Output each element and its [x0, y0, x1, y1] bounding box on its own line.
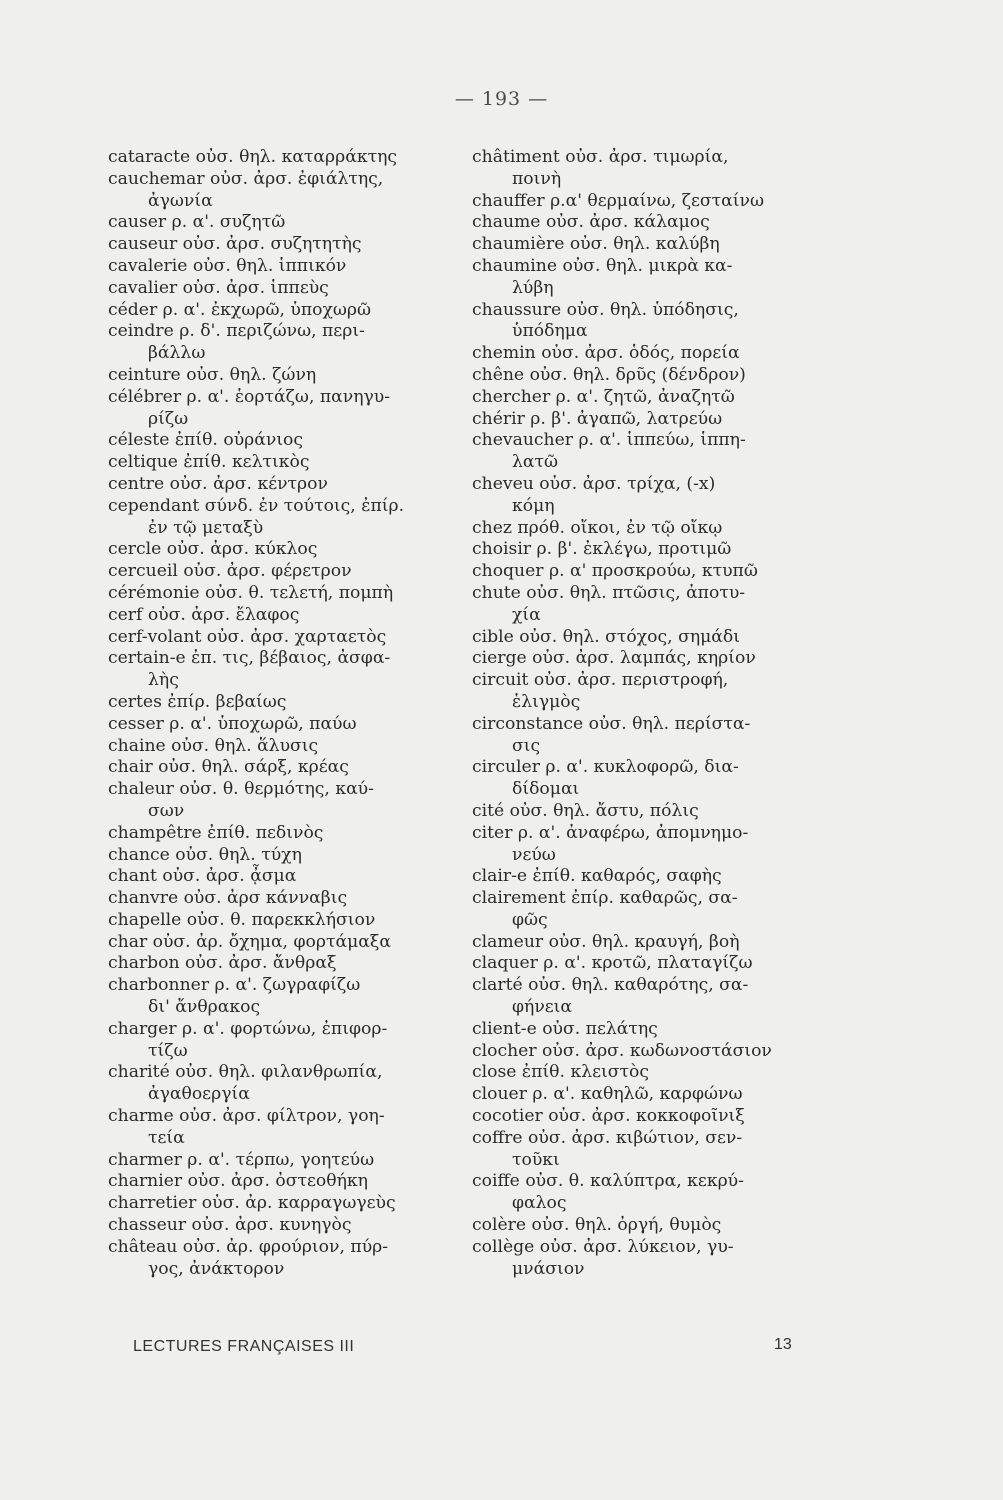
dictionary-entry-continuation: ἀγωνία	[148, 190, 213, 211]
dictionary-entry: châtiment οὐσ. ἀρσ. τιμωρία,	[472, 147, 729, 167]
dictionary-entry: citer ρ. α'. ἀναφέρω, ἀπομνημο-	[472, 822, 749, 843]
dictionary-entry: cible οὐσ. θηλ. στόχος, σημάδι	[472, 626, 740, 647]
dictionary-entry-continuation: νεύω	[512, 844, 556, 865]
dictionary-entry: chapelle οὐσ. θ. παρεκκλήσιον	[108, 909, 376, 930]
dictionary-entry: chasseur οὐσ. ἀρσ. κυνηγὸς	[108, 1215, 352, 1236]
dictionary-entry: certain-e ἐπ. τις, βέβαιος, ἀσφα-	[108, 648, 391, 669]
dictionary-entry: chauffer ρ.α' θερμαίνω, ζεσταίνω	[472, 190, 764, 211]
dictionary-entry: circuler ρ. α'. κυκλοφορῶ, δια-	[472, 757, 739, 778]
dictionary-entry-continuation: ποινὴ	[512, 168, 562, 189]
dictionary-entry-continuation: λύβη	[512, 277, 554, 298]
dictionary-entry: chair οὐσ. θηλ. σάρξ, κρέας	[108, 757, 349, 778]
left-column	[108, 147, 460, 1280]
dictionary-entry: coiffe οὐσ. θ. καλύπτρα, κεκρύ-	[472, 1171, 744, 1192]
dictionary-entry: char οὐσ. ἀρ. ὄχημα, φορτάμαξα	[108, 931, 391, 952]
dictionary-entry-continuation: ἑλιγμὸς	[512, 691, 581, 712]
dictionary-entry-continuation: χία	[512, 604, 541, 625]
dictionary-entry: causeur οὐσ. ἀρσ. συζητητὴς	[108, 234, 362, 255]
dictionary-entry-continuation: βάλλω	[148, 343, 206, 364]
dictionary-entry: charbon οὐσ. ἀρσ. ἄνθραξ	[108, 953, 337, 974]
dictionary-entry: cercle οὐσ. ἀρσ. κύκλος	[108, 539, 318, 560]
dictionary-entry: cauchemar οὐσ. ἀρσ. ἐφιάλτης,	[108, 168, 384, 189]
dictionary-entry-continuation: τεία	[148, 1127, 185, 1148]
dictionary-entry: ceinture οὐσ. θηλ. ζώνη	[108, 364, 317, 385]
dictionary-entry: circonstance οὐσ. θηλ. περίστα-	[472, 713, 751, 734]
dictionary-entry: cheveu οὐσ. ἀρσ. τρίχα, (-x)	[472, 473, 716, 494]
dictionary-entry: clairement ἐπίρ. καθαρῶς, σα-	[472, 888, 738, 909]
footer-signature-mark: 13	[774, 1336, 792, 1353]
dictionary-entry: charbonner ρ. α'. ζωγραφίζω	[108, 975, 361, 996]
dictionary-entry: celtique ἐπίθ. κελτικὸς	[108, 452, 310, 473]
dictionary-entry: charnier οὐσ. ἀρσ. ὀστεοθήκη	[108, 1171, 368, 1192]
dictionary-entry: chevaucher ρ. α'. ἱππεύω, ἱππη-	[472, 430, 746, 451]
dictionary-entry-continuation: λὴς	[148, 670, 179, 691]
dictionary-entry: claquer ρ. α'. κροτῶ, πλαταγίζω	[472, 953, 753, 974]
footer-book-title: LECTURES FRANÇAISES III	[133, 1338, 355, 1355]
dictionary-entry-continuation: γος, ἀνάκτορον	[148, 1258, 285, 1279]
dictionary-entry: coffre οὐσ. ἀρσ. κιβώτιον, σεν-	[472, 1127, 743, 1148]
dictionary-entry: cierge οὐσ. ἀρσ. λαμπάς, κηρίον	[472, 648, 756, 669]
dictionary-entry: chaleur οὐσ. θ. θερμότης, καύ-	[108, 779, 374, 800]
dictionary-entry: clocher οὐσ. ἀρσ. κωδωνοστάσιον	[472, 1040, 772, 1061]
dictionary-entry: clarté οὐσ. θηλ. καθαρότης, σα-	[472, 975, 749, 996]
dictionary-entry: cocotier οὐσ. ἀρσ. κοκκοφοῖνιξ	[472, 1106, 745, 1127]
dictionary-entry: cavalerie οὐσ. θηλ. ἱππικόν	[108, 255, 347, 276]
dictionary-entry: céder ρ. α'. ἐκχωρῶ, ὑποχωρῶ	[108, 299, 372, 320]
dictionary-entry-continuation: ρίζω	[148, 408, 189, 429]
right-column	[472, 147, 812, 1280]
dictionary-entry-continuation: δίδομαι	[512, 779, 580, 800]
dictionary-entry: chaine οὐσ. θηλ. ἅλυσις	[108, 735, 319, 756]
dictionary-entry-continuation: τίζω	[148, 1040, 188, 1061]
dictionary-entry-continuation: τοῦκι	[512, 1149, 560, 1170]
dictionary-entry: château οὐσ. ἀρ. φρούριον, πύρ-	[108, 1236, 389, 1257]
dictionary-entry: cependant σύνδ. ἐν τούτοις, ἐπίρ.	[108, 495, 405, 516]
dictionary-entry: chêne οὐσ. θηλ. δρῦς (δένδρον)	[472, 364, 746, 385]
dictionary-entry: colère οὐσ. θηλ. ὀργή, θυμὸς	[472, 1215, 722, 1236]
dictionary-entry: clameur οὐσ. θηλ. κραυγή, βοὴ	[472, 931, 740, 952]
dictionary-entry: circuit οὐσ. ἀρσ. περιστροφή,	[472, 670, 729, 691]
dictionary-entry: choquer ρ. α' προσκρούω, κτυπῶ	[472, 561, 758, 582]
dictionary-entry-continuation: λατῶ	[512, 452, 559, 473]
dictionary-entry: chaume οὐσ. ἀρσ. κάλαμος	[472, 212, 710, 233]
dictionary-entry: cesser ρ. α'. ὑποχωρῶ, παύω	[108, 713, 357, 734]
dictionary-entry: choisir ρ. β'. ἐκλέγω, προτιμῶ	[472, 539, 732, 560]
dictionary-entry: cérémonie οὐσ. θ. τελετή, πομπὴ	[108, 582, 394, 603]
dictionary-entry: chemin οὐσ. ἀρσ. ὁδός, πορεία	[472, 343, 740, 364]
dictionary-entry-continuation: φαλος	[512, 1193, 567, 1214]
dictionary-entry-continuation: κόμη	[512, 495, 555, 516]
dictionary-entry: charmer ρ. α'. τέρπω, γοητεύω	[108, 1149, 375, 1170]
dictionary-entry: client-e οὐσ. πελάτης	[472, 1018, 658, 1039]
dictionary-entry: cavalier οὐσ. ἀρσ. ἱππεὺς	[108, 277, 329, 298]
dictionary-entry: cité οὐσ. θηλ. ἄστυ, πόλις	[472, 800, 699, 821]
dictionary-entry: chérir ρ. β'. ἀγαπῶ, λατρεύω	[472, 408, 723, 429]
dictionary-entry: charretier οὐσ. ἀρ. καρραγωγεὺς	[108, 1193, 396, 1214]
dictionary-entry-continuation: μνάσιον	[512, 1258, 585, 1279]
dictionary-entry: collège οὐσ. ἀρσ. λύκειον, γυ-	[472, 1236, 734, 1257]
dictionary-entry: chez πρόθ. οἴκοι, ἐν τῷ οἴκῳ	[472, 517, 723, 538]
dictionary-entry-continuation: φήνεια	[512, 997, 573, 1018]
dictionary-entry: certes ἐπίρ. βεβαίως	[108, 691, 287, 712]
dictionary-entry: chant οὐσ. ἀρσ. ᾆσμα	[108, 866, 297, 887]
dictionary-entry: chance οὐσ. θηλ. τύχη	[108, 844, 302, 865]
dictionary-entry-continuation: φῶς	[512, 909, 548, 930]
dictionary-entry: close ἐπίθ. κλειστὸς	[472, 1062, 649, 1083]
dictionary-entry: ceindre ρ. δ'. περιζώνω, περι-	[108, 321, 365, 342]
dictionary-entry-continuation: σις	[512, 735, 541, 756]
dictionary-entry: chute οὐσ. θηλ. πτῶσις, ἀποτυ-	[472, 582, 746, 603]
dictionary-entry: clair-e ἐπίθ. καθαρός, σαφὴς	[472, 866, 722, 887]
dictionary-entry: centre οὐσ. ἀρσ. κέντρον	[108, 473, 328, 494]
dictionary-entry: cercueil οὐσ. ἀρσ. φέρετρον	[108, 561, 352, 582]
dictionary-entry-continuation: ὑπόδημα	[512, 321, 588, 342]
dictionary-entry: chercher ρ. α'. ζητῶ, ἀναζητῶ	[472, 386, 735, 407]
dictionary-entry-continuation: ἀγαθοεργία	[148, 1084, 250, 1105]
page-number: — 193 —	[454, 88, 549, 110]
dictionary-entry-continuation: ἐν τῷ μεταξὺ	[148, 517, 264, 538]
dictionary-entry: cerf-volant οὐσ. ἀρσ. χαρταετὸς	[108, 626, 387, 647]
dictionary-entry: charger ρ. α'. φορτώνω, ἐπιφορ-	[108, 1018, 388, 1039]
dictionary-entry-continuation: δι' ἄνθρακος	[148, 997, 261, 1018]
dictionary-entry: chaussure οὐσ. θηλ. ὑπόδησις,	[472, 299, 739, 320]
dictionary-entry: charme οὐσ. ἀρσ. φίλτρον, γοη-	[108, 1106, 385, 1127]
dictionary-entry: céleste ἐπίθ. οὐράνιος	[108, 430, 304, 451]
dictionary-entry: célébrer ρ. α'. ἑορτάζω, πανηγυ-	[108, 386, 391, 407]
dictionary-entry: causer ρ. α'. συζητῶ	[108, 212, 286, 233]
dictionary-entry: chaumine οὐσ. θηλ. μικρὰ κα-	[472, 255, 733, 276]
dictionary-entry: chaumière οὐσ. θηλ. καλύβη	[472, 234, 720, 255]
dictionary-entry: cataracte οὐσ. θηλ. καταρράκτης	[108, 147, 398, 167]
dictionary-entry: clouer ρ. α'. καθηλῶ, καρφώνω	[472, 1084, 743, 1105]
dictionary-entry-continuation: σων	[148, 800, 185, 821]
dictionary-entry: charité οὐσ. θηλ. φιλανθρωπία,	[108, 1062, 383, 1083]
dictionary-entry: cerf οὐσ. ἀρσ. ἔλαφος	[108, 604, 300, 625]
dictionary-entry: champêtre ἐπίθ. πεδινὸς	[108, 822, 324, 843]
dictionary-entry: chanvre οὐσ. ἀρσ κάνναβις	[108, 888, 348, 909]
